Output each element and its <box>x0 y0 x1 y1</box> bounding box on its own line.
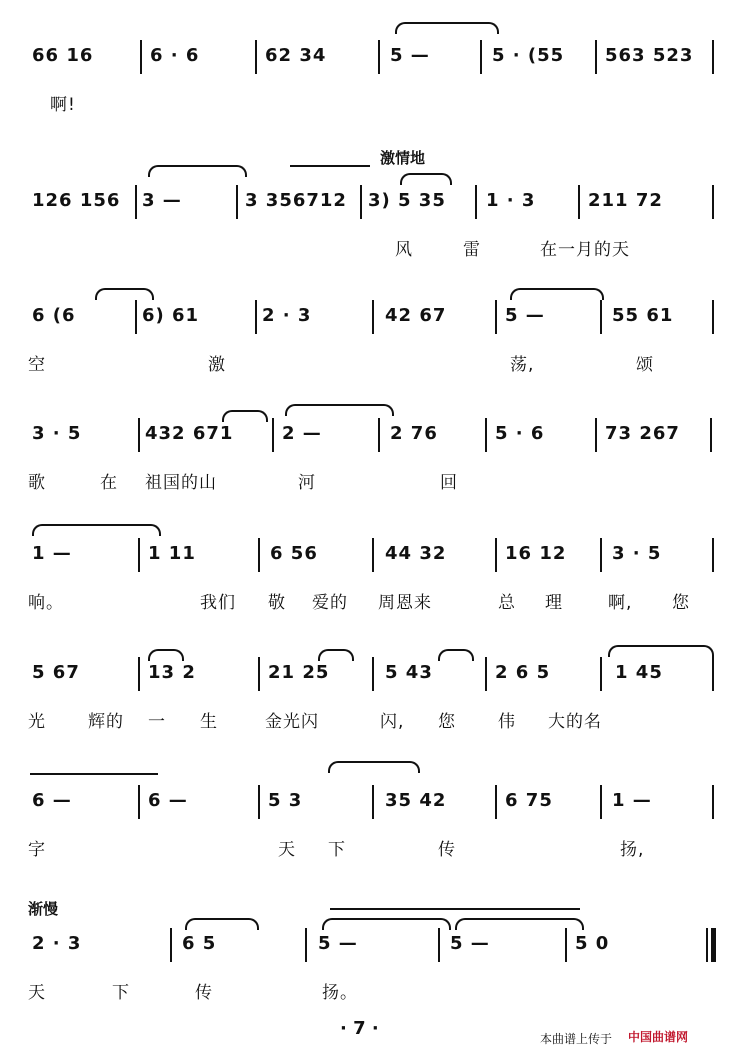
lyric: 激 <box>208 355 226 375</box>
lyric: 伟 <box>498 712 516 732</box>
barline <box>712 185 714 219</box>
measure: 3) 5 35 <box>368 190 446 211</box>
slur <box>400 173 452 185</box>
barline <box>372 300 374 334</box>
measure: 5 — <box>450 933 490 954</box>
measure: 55 61 <box>612 305 674 326</box>
barline <box>578 185 580 219</box>
lyric: 啊! <box>50 95 76 115</box>
site-logo[interactable]: 中国曲谱网 <box>628 1030 689 1044</box>
crescendo <box>290 165 370 167</box>
measure: 5 — <box>390 45 430 66</box>
barline <box>712 785 714 819</box>
lyric: 传 <box>438 840 456 860</box>
barline <box>565 928 567 962</box>
lyric: 您 <box>672 593 690 613</box>
lyric: 光 <box>28 712 46 732</box>
lyric: 天 <box>278 840 296 860</box>
barline <box>480 40 482 74</box>
measure: 2 6 5 <box>495 662 551 683</box>
lyric: 颂 <box>636 355 654 375</box>
measure: 6 56 <box>270 543 318 564</box>
measure: 1 45 <box>615 662 663 683</box>
measure: 6 · 6 <box>150 45 200 66</box>
lyric: 河 <box>298 473 316 493</box>
lyric: 敬 <box>268 593 286 613</box>
measure: 42 67 <box>385 305 447 326</box>
measure: 3 · 5 <box>32 423 82 444</box>
lyric: 总 <box>498 593 516 613</box>
measure: 2 · 3 <box>32 933 82 954</box>
lyric: 荡, <box>510 355 535 375</box>
barline <box>495 538 497 572</box>
barline <box>372 657 374 691</box>
measure: 6 — <box>148 790 188 811</box>
slur <box>438 649 474 661</box>
measure: 66 16 <box>32 45 94 66</box>
barline <box>138 538 140 572</box>
barline <box>710 418 712 452</box>
lyric: 在 <box>100 473 118 493</box>
measure: 1 — <box>612 790 652 811</box>
measure: 6 — <box>32 790 72 811</box>
lyric: 生 <box>200 712 218 732</box>
slur <box>148 165 247 177</box>
barline <box>140 40 142 74</box>
lyric: 您 <box>438 712 456 732</box>
lyric: 雷 <box>463 240 481 260</box>
measure: 5 0 <box>575 933 610 954</box>
decrescendo <box>30 773 158 775</box>
lyric: 响。 <box>28 593 64 613</box>
barline <box>138 418 140 452</box>
barline <box>600 300 602 334</box>
lyric: 传 <box>195 983 213 1003</box>
barline <box>378 418 380 452</box>
lyric: 理 <box>545 593 563 613</box>
measure: 1 — <box>32 543 72 564</box>
slur <box>185 918 259 930</box>
decrescendo <box>330 908 580 910</box>
measure: 5 67 <box>32 662 80 683</box>
measure: 21 25 <box>268 662 330 683</box>
barline <box>255 300 257 334</box>
measure: 5 3 <box>268 790 303 811</box>
barline <box>595 418 597 452</box>
expression-marking: 激情地 <box>380 149 426 167</box>
slur <box>148 649 184 661</box>
barline <box>712 40 714 74</box>
measure: 563 523 <box>605 45 694 66</box>
lyric: 在一月的天 <box>540 240 630 260</box>
barline <box>712 657 714 691</box>
slur <box>318 649 354 661</box>
measure: 62 34 <box>265 45 327 66</box>
barline <box>258 785 260 819</box>
tie <box>455 918 584 930</box>
barline <box>475 185 477 219</box>
lyric: 字 <box>28 840 46 860</box>
measure: 6) 61 <box>142 305 200 326</box>
barline <box>360 185 362 219</box>
measure: 73 267 <box>605 423 680 444</box>
lyric: 扬, <box>620 840 645 860</box>
measure: 3 · 5 <box>612 543 662 564</box>
lyric: 下 <box>328 840 346 860</box>
measure: 13 2 <box>148 662 196 683</box>
lyric: 天 <box>28 983 46 1003</box>
barline <box>485 657 487 691</box>
measure: 6 (6 <box>32 305 76 326</box>
measure: 5 43 <box>385 662 433 683</box>
measure: 5 · (55 <box>492 45 565 66</box>
measure: 3 356712 <box>245 190 347 211</box>
tie <box>32 524 161 536</box>
measure: 5 — <box>505 305 545 326</box>
measure: 211 72 <box>588 190 663 211</box>
measure: 1 11 <box>148 543 196 564</box>
barline <box>600 785 602 819</box>
tie <box>95 288 154 300</box>
lyric: 大的名 <box>548 712 602 732</box>
barline <box>495 785 497 819</box>
barline <box>135 300 137 334</box>
barline <box>372 785 374 819</box>
page-number: · 7 · <box>340 1018 379 1039</box>
barline <box>135 185 137 219</box>
barline <box>138 657 140 691</box>
measure: 2 · 3 <box>262 305 312 326</box>
measure: 3 — <box>142 190 182 211</box>
lyric: 歌 <box>28 473 46 493</box>
barline <box>138 785 140 819</box>
measure: 1 · 3 <box>486 190 536 211</box>
tempo-marking: 渐慢 <box>28 900 59 918</box>
measure: 5 · 6 <box>495 423 545 444</box>
lyric: 我们 <box>200 593 236 613</box>
lyric: 金光闪 <box>265 712 319 732</box>
barline <box>712 300 714 334</box>
lyric: 下 <box>112 983 130 1003</box>
measure: 6 5 <box>182 933 217 954</box>
barline <box>372 538 374 572</box>
barline <box>378 40 380 74</box>
barline <box>600 657 602 691</box>
final-barline <box>711 928 716 962</box>
measure: 126 156 <box>32 190 121 211</box>
measure: 6 75 <box>505 790 553 811</box>
barline <box>305 928 307 962</box>
barline <box>438 928 440 962</box>
tie <box>322 918 451 930</box>
tie <box>510 288 604 300</box>
barline <box>600 538 602 572</box>
lyric: 周恩来 <box>378 593 432 613</box>
tie <box>328 761 420 773</box>
measure: 432 671 <box>145 423 234 444</box>
measure: 44 32 <box>385 543 447 564</box>
barline <box>236 185 238 219</box>
lyric: 风 <box>395 240 413 260</box>
lyric: 扬。 <box>322 983 358 1003</box>
measure: 16 12 <box>505 543 567 564</box>
tie <box>608 645 714 657</box>
lyric: 辉的 <box>88 712 124 732</box>
tie <box>285 404 394 416</box>
barline <box>272 418 274 452</box>
measure: 5 — <box>318 933 358 954</box>
lyric: 啊, <box>608 593 633 613</box>
lyric: 空 <box>28 355 46 375</box>
barline <box>495 300 497 334</box>
final-barline <box>706 928 708 962</box>
lyric: 闪, <box>380 712 405 732</box>
measure: 2 76 <box>390 423 438 444</box>
barline <box>170 928 172 962</box>
barline <box>712 538 714 572</box>
slur <box>222 410 268 422</box>
barline <box>258 657 260 691</box>
measure: 2 — <box>282 423 322 444</box>
lyric: 祖国的山 <box>145 473 217 493</box>
lyric: 爱的 <box>312 593 348 613</box>
barline <box>255 40 257 74</box>
tie <box>395 22 499 34</box>
measure: 35 42 <box>385 790 447 811</box>
upload-credit: 本曲谱上传于 <box>540 1032 613 1046</box>
barline <box>485 418 487 452</box>
barline <box>258 538 260 572</box>
barline <box>595 40 597 74</box>
lyric: 回 <box>440 473 458 493</box>
lyric: 一 <box>148 712 166 732</box>
